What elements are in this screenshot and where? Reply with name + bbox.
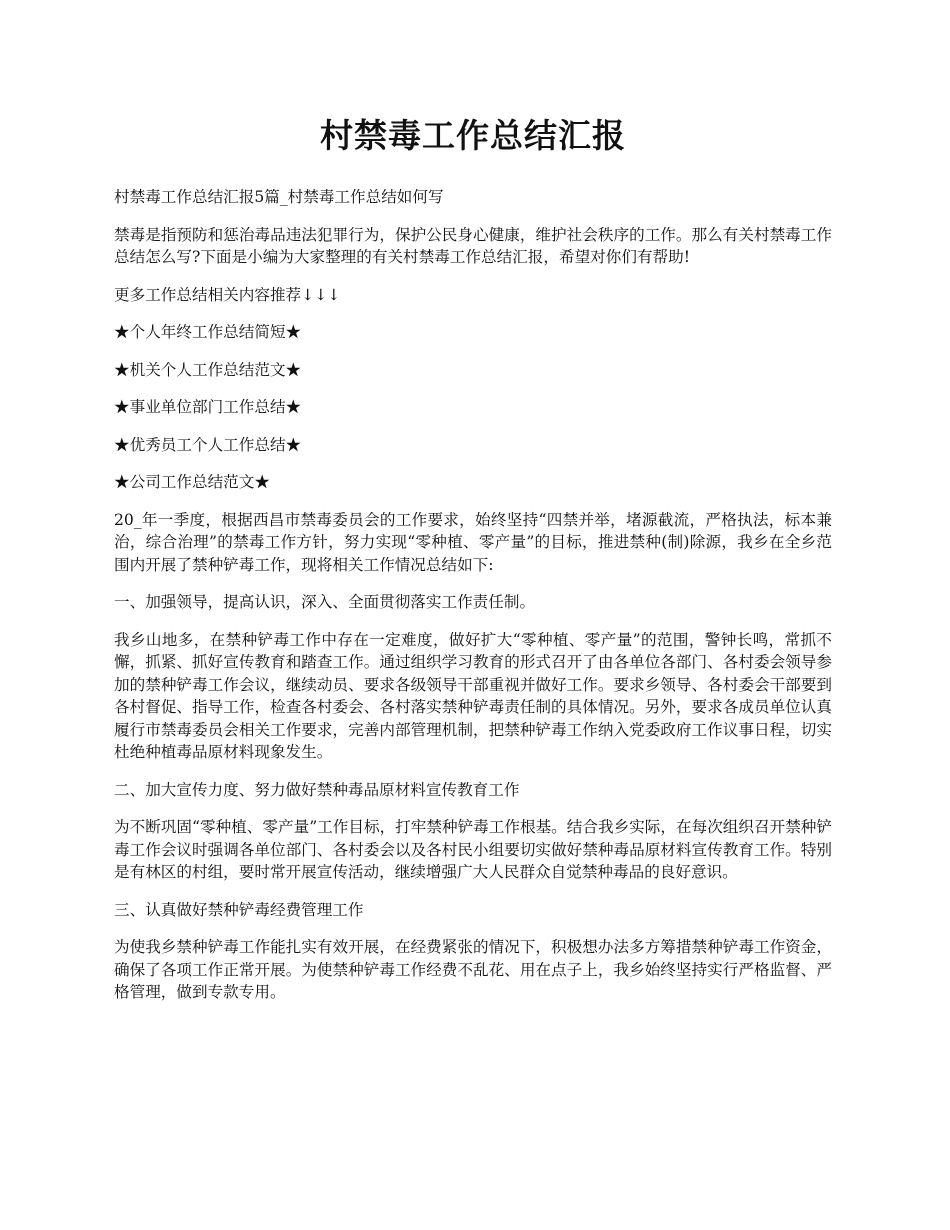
section-body-1: 我乡山地多，在禁种铲毒工作中存在一定难度，做好扩大“零种植、零产量”的范围，警钟长鸣，常抓不懈，抓紧、抓好宣传教育和踏查工作。通过组织学习教育的形式召开了由各单位各部门、各村委会领导参加的禁种铲毒工作会议，继续动员、要求各级领导干部重视并做好工作。要求乡领导、各村委会干部要到各村督促、指导工作，检查各村委会、各村落实禁种铲毒责任制的具体情况。另外，要求各成员单位认真履行市禁毒委员会相关工作要求，完善内部管理机制，把禁种铲毒工作纳入党委政府工作议事日程，切实杜绝种植毒品原材料现象发生。 — [114, 630, 832, 761]
subtitle-line: 村禁毒工作总结汇报5篇_村禁毒工作总结如何写 — [114, 188, 444, 206]
intro-paragraph: 禁毒是指预防和惩治毒品违法犯罪行为，保护公民身心健康，维护社会秩序的工作。那么有关村禁毒工作总结怎么写?下面是小编为大家整理的有关村禁毒工作总结汇报，希望对你们有帮助! — [114, 225, 832, 266]
recommendation-heading: 更多工作总结相关内容推荐↓↓↓ — [114, 285, 341, 304]
summary-intro-paragraph: 20_年一季度，根据西昌市禁毒委员会的工作要求，始终坚持“四禁并举，堵源截流，严格执法，标本兼治，综合治理”的禁毒工作方针，努力实现“零种植、零产量”的目标，推进禁种(制)除源，我乡在全乡范围内开展了禁种铲毒工作，现将相关工作情况总结如下: — [114, 510, 832, 574]
section-body-2: 为不断巩固“零种植、零产量”工作目标，打牢禁种铲毒工作根基。结合我乡实际，在每次组织召开禁种铲毒工作会议时强调各单位部门、各村委会以及各村民小组要切实做好禁种毒品原材料宣传教育工作。特别是有林区的村组，要时常开展宣传活动，继续增强广大人民群众自觉禁种毒品的良好意识。 — [114, 818, 832, 881]
recommendation-link-1[interactable]: ★个人年终工作总结简短★ — [114, 323, 302, 341]
section-body-3: 为使我乡禁种铲毒工作能扎实有效开展，在经费紧张的情况下，积极想办法多方筹措禁种铲毒工作资金，确保了各项工作正常开展。为使禁种铲毒工作经费不乱花、用在点子上，我乡始终坚持实行严格监督、严格管理，做到专款专用。 — [114, 938, 832, 1001]
recommendation-link-3[interactable]: ★事业单位部门工作总结★ — [114, 398, 302, 416]
section-heading-1: 一、加强领导，提高认识，深入、全面贯彻落实工作责任制。 — [114, 593, 536, 611]
section-heading-3: 三、认真做好禁种铲毒经费管理工作 — [114, 900, 364, 919]
section-heading-2: 二、加大宣传力度、努力做好禁种毒品原材料宣传教育工作 — [114, 780, 520, 799]
recommendation-link-5[interactable]: ★公司工作总结范文★ — [114, 473, 270, 491]
document-title: 村禁毒工作总结汇报 — [320, 116, 626, 155]
recommendation-link-4[interactable]: ★优秀员工个人工作总结★ — [114, 435, 302, 454]
recommendation-link-2[interactable]: ★机关个人工作总结范文★ — [114, 360, 302, 379]
